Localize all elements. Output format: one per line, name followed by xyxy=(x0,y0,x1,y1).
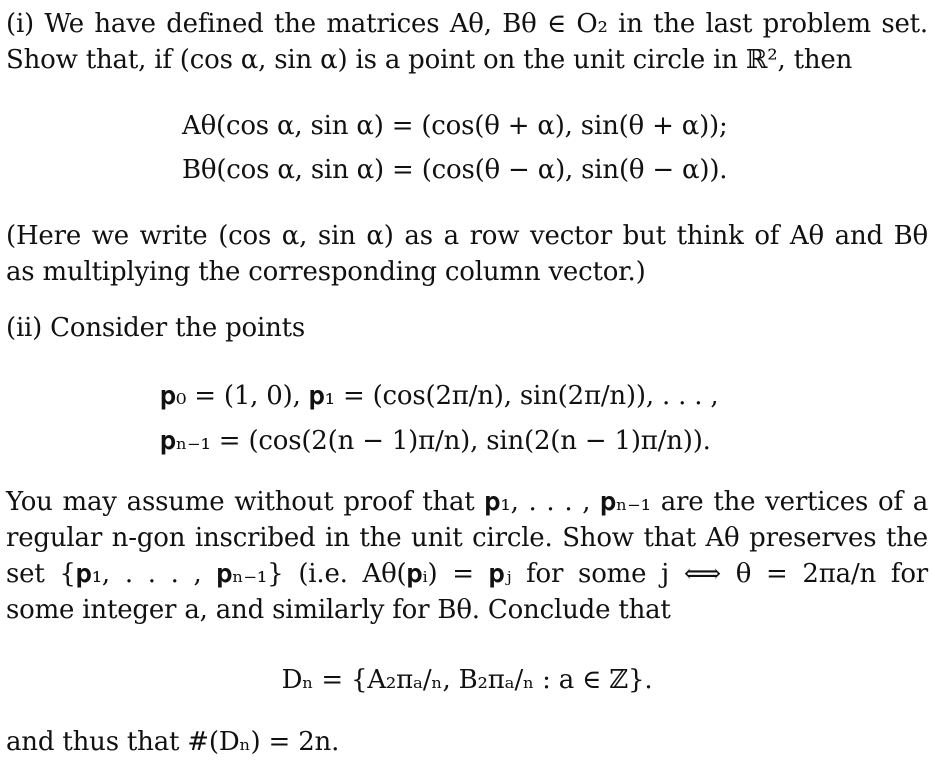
assumption-line-4: some integer a, and similarly for Bθ. Conclude that xyxy=(6,595,671,625)
note-line-2: as multiplying the corresponding column vector.) xyxy=(6,257,646,287)
dn-equation: Dₙ = {A₂πₐ/ₙ, B₂πₐ/ₙ : a ∈ ℤ}. xyxy=(281,665,653,695)
part-ii-heading: (ii) Consider the points xyxy=(6,313,306,343)
part-i-line-1: (i) We have defined the matrices Aθ, Bθ ∈ O₂ in the last problem set. xyxy=(6,9,928,39)
points-equation-line-1: 𝐩₀ = (1, 0), 𝐩₁ = (cos(2π/n), sin(2π/n)), . . . , xyxy=(160,381,719,411)
assumption-line-1: You may assume without proof that 𝐩₁, . . . , 𝐩ₙ₋₁ are the vertices of a xyxy=(6,487,928,517)
assumption-line-3: set {𝐩₁, . . . , 𝐩ₙ₋₁} (i.e. Aθ(𝐩ᵢ) = 𝐩ⱼ for some j ⟺ θ = 2πa/n for xyxy=(6,559,928,589)
equation-b-theta: Bθ(cos α, sin α) = (cos(θ − α), sin(θ − α)). xyxy=(182,155,728,185)
equation-a-theta: Aθ(cos α, sin α) = (cos(θ + α), sin(θ + α)); xyxy=(182,111,728,141)
assumption-line-2: regular n-gon inscribed in the unit circle. Show that Aθ preserves the xyxy=(6,523,928,553)
part-i-line-2: Show that, if (cos α, sin α) is a point on the unit circle in ℝ², then xyxy=(6,45,853,75)
note-line-1: (Here we write (cos α, sin α) as a row vector but think of Aθ and Bθ xyxy=(6,221,928,251)
conclusion-line: and thus that #(Dₙ) = 2n. xyxy=(6,727,340,757)
points-equation-line-2: 𝐩ₙ₋₁ = (cos(2(n − 1)π/n), sin(2(n − 1)π/n)). xyxy=(160,426,711,456)
